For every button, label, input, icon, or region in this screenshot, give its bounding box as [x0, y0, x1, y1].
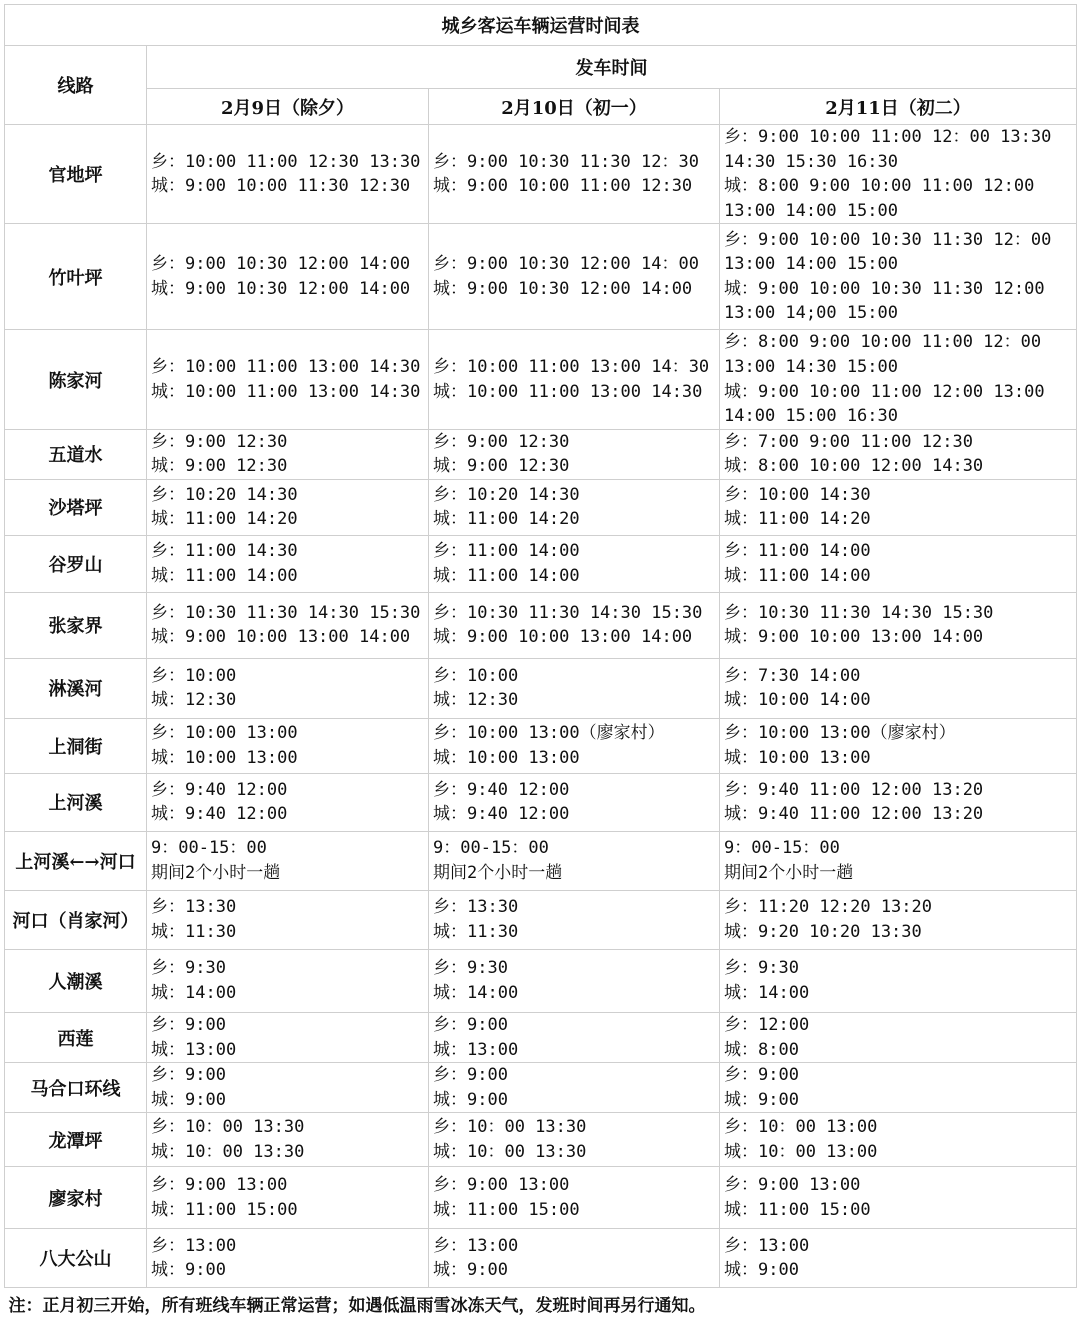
table-row — [5, 1012, 1077, 1062]
day-2-times — [429, 831, 720, 890]
time-line: 乡：10:20 14:30 — [151, 484, 298, 505]
time-line: 城：8:00 10:00 12:00 14:30 — [724, 456, 984, 477]
time-line: 城：10:00 14:00 — [724, 690, 871, 711]
time-line: 乡：9:00 12:30 — [151, 431, 288, 452]
table-row — [5, 890, 1077, 949]
route-name: 河口（肖家河） — [5, 890, 147, 949]
time-line: 城：9:00 10:00 11:00 12:00 13:00 — [724, 381, 1045, 402]
time-line: 城：11:00 15:00 — [724, 1199, 871, 1220]
day-3-times — [720, 718, 1077, 773]
table-row — [5, 949, 1077, 1012]
time-line: 乡：10:00 — [433, 665, 519, 686]
time-line: 城：9:00 10:00 11:00 12:30 — [433, 176, 693, 197]
time-line: 城：9:00 10:00 11:30 12:30 — [151, 176, 411, 197]
day-3-times — [720, 224, 1077, 330]
day-2-times — [429, 1167, 720, 1229]
time-line: 城：9:00 — [151, 1260, 226, 1281]
time-line: 城：8:00 9:00 10:00 11:00 12:00 — [724, 176, 1035, 197]
time-line: 乡：13:00 — [433, 1235, 519, 1256]
time-line: 乡：13:30 — [151, 897, 237, 918]
route-name: 西莲 — [5, 1012, 147, 1062]
time-line: 乡：11:00 14:00 — [724, 541, 871, 562]
time-line: 乡：9:30 — [433, 958, 508, 979]
time-line: 城：11:00 14:00 — [151, 565, 298, 586]
route-name: 淋溪河 — [5, 658, 147, 718]
time-line: 期间2个小时一趟 — [151, 862, 281, 883]
time-line: 城：10：00 13:30 — [433, 1141, 587, 1162]
time-line: 乡：10：00 13:30 — [151, 1117, 305, 1138]
day-3-times — [720, 330, 1077, 429]
time-line: 城：8:00 — [724, 1039, 799, 1060]
time-line: 城：9:00 — [151, 1089, 226, 1110]
day-2-times — [429, 125, 720, 224]
time-line: 乡：10:30 11:30 14:30 15:30 — [433, 602, 703, 623]
time-line: 9：00-15：00 — [724, 838, 840, 859]
time-line: 乡：10:30 11:30 14:30 15:30 — [724, 602, 994, 623]
time-line: 14:30 15:30 16:30 — [724, 151, 898, 172]
day-1-times — [147, 831, 429, 890]
schedule-table — [4, 4, 1077, 1318]
time-line: 乡：10:00 13:00（廖家村） — [433, 723, 665, 744]
time-line: 城：13:00 — [433, 1039, 519, 1060]
time-line: 乡：9:00 13:00 — [433, 1175, 570, 1196]
table-row — [5, 125, 1077, 224]
time-line: 城：9:40 12:00 — [433, 804, 570, 825]
day-3-times — [720, 429, 1077, 479]
day-2-times — [429, 773, 720, 831]
time-line: 城：14:00 — [151, 982, 237, 1003]
time-line: 期间2个小时一趟 — [724, 862, 854, 883]
day-2-times — [429, 1063, 720, 1113]
route-name: 人潮溪 — [5, 949, 147, 1012]
time-line: 城：9:00 10:00 13:00 14:00 — [724, 627, 984, 648]
day-3-times — [720, 773, 1077, 831]
day-1-times — [147, 125, 429, 224]
day-1-times — [147, 1113, 429, 1167]
route-header: 线路 — [5, 46, 147, 125]
time-line: 乡：9:00 — [433, 1065, 508, 1086]
time-line: 乡：9:00 10:30 11:30 12：30 — [433, 151, 699, 172]
table-row — [5, 773, 1077, 831]
day-1-times — [147, 535, 429, 592]
route-name: 上河溪←→河口 — [5, 831, 147, 890]
time-line: 13:00 14:30 15:00 — [724, 356, 898, 377]
day-3-times — [720, 1229, 1077, 1288]
time-line: 乡：9:00 13:00 — [151, 1175, 288, 1196]
day-3-times — [720, 125, 1077, 224]
time-line: 乡：12:00 — [724, 1014, 810, 1035]
time-line: 城：9:00 12:30 — [433, 456, 570, 477]
day-3-times — [720, 831, 1077, 890]
time-line: 乡：10：00 13:00 — [724, 1117, 878, 1138]
day-1-times — [147, 479, 429, 535]
time-line: 乡：10:00 — [151, 665, 237, 686]
time-line: 乡：9:30 — [151, 958, 226, 979]
time-line: 乡：10:00 11:00 13:00 14:30 — [151, 356, 421, 377]
date-header-2: 2月10日（初一） — [429, 89, 720, 125]
day-3-times — [720, 1063, 1077, 1113]
table-row — [5, 1229, 1077, 1288]
time-line: 城：9:00 — [724, 1089, 799, 1110]
time-line: 乡：10:00 11:00 12:30 13:30 — [151, 151, 421, 172]
time-line: 乡：10:00 13:00 — [151, 723, 298, 744]
time-line: 乡：9:40 12:00 — [433, 779, 570, 800]
time-line: 城：10:00 11:00 13:00 14:30 — [433, 381, 703, 402]
route-name: 官地坪 — [5, 125, 147, 224]
day-2-times — [429, 718, 720, 773]
route-name: 龙潭坪 — [5, 1113, 147, 1167]
time-line: 乡：13:30 — [433, 897, 519, 918]
time-line: 城：13:00 — [151, 1039, 237, 1060]
note-row — [5, 1288, 1077, 1319]
time-line: 城：9:20 10:20 13:30 — [724, 921, 922, 942]
time-line: 城：11:00 14:20 — [724, 509, 871, 530]
time-line: 乡：9:00 10:30 12:00 14：00 — [433, 254, 699, 275]
table-row — [5, 1113, 1077, 1167]
header-row-2 — [5, 89, 1077, 125]
day-3-times — [720, 592, 1077, 658]
time-line: 乡：10:00 14:30 — [724, 484, 871, 505]
time-line: 乡：9:00 — [724, 1065, 799, 1086]
time-line: 乡：9:40 11:00 12:00 13:20 — [724, 779, 984, 800]
day-1-times — [147, 773, 429, 831]
time-line: 乡：10：00 13:30 — [433, 1117, 587, 1138]
route-name: 上河溪 — [5, 773, 147, 831]
time-line: 城：9:00 10:00 13:00 14:00 — [151, 627, 411, 648]
time-line: 乡：10:20 14:30 — [433, 484, 580, 505]
day-2-times — [429, 429, 720, 479]
day-1-times — [147, 718, 429, 773]
time-line: 城：12:30 — [433, 690, 519, 711]
time-line: 乡：10:00 13:00（廖家村） — [724, 723, 956, 744]
route-name: 竹叶坪 — [5, 224, 147, 330]
time-line: 乡：9:00 10:00 11:00 12：00 13:30 — [724, 127, 1052, 147]
time-line: 城：11:00 14:00 — [433, 565, 580, 586]
table-row — [5, 429, 1077, 479]
table-row — [5, 592, 1077, 658]
route-name: 沙塔坪 — [5, 479, 147, 535]
time-line: 城：9:40 11:00 12:00 13:20 — [724, 804, 984, 825]
time-line: 乡：8:00 9:00 10:00 11:00 12：00 — [724, 332, 1042, 353]
day-2-times — [429, 890, 720, 949]
time-line: 乡：13:00 — [151, 1235, 237, 1256]
day-2-times — [429, 224, 720, 330]
time-line: 乡：13:00 — [724, 1235, 810, 1256]
time-line: 城：9:00 10:30 12:00 14:00 — [151, 278, 411, 299]
time-line: 城：9:00 — [433, 1089, 508, 1110]
table-row — [5, 224, 1077, 330]
time-line: 城：14:00 — [433, 982, 519, 1003]
route-name: 廖家村 — [5, 1167, 147, 1229]
day-1-times — [147, 1167, 429, 1229]
day-1-times — [147, 1063, 429, 1113]
time-line: 城：12:30 — [151, 690, 237, 711]
time-line: 乡：10:00 11:00 13:00 14：30 — [433, 356, 710, 377]
time-line: 城：9:00 — [724, 1260, 799, 1281]
route-name: 张家界 — [5, 592, 147, 658]
route-name: 陈家河 — [5, 330, 147, 429]
day-2-times — [429, 479, 720, 535]
route-name: 谷罗山 — [5, 535, 147, 592]
time-line: 13:00 14;00 15:00 — [724, 303, 898, 324]
day-1-times — [147, 429, 429, 479]
day-1-times — [147, 890, 429, 949]
day-2-times — [429, 1229, 720, 1288]
table-row — [5, 831, 1077, 890]
table-row — [5, 330, 1077, 429]
time-line: 13:00 14:00 15:00 — [724, 254, 898, 275]
route-name: 八大公山 — [5, 1229, 147, 1288]
table-row — [5, 718, 1077, 773]
time-line: 城：11:30 — [433, 921, 519, 942]
time-line: 乡：9:00 10:30 12:00 14:00 — [151, 254, 411, 275]
time-line: 城：9:00 — [433, 1260, 508, 1281]
time-line: 乡：11:20 12:20 13:20 — [724, 897, 932, 918]
time-line: 乡：9:30 — [724, 958, 799, 979]
time-line: 城：11:00 14:20 — [151, 509, 298, 530]
time-line: 城：10:00 11:00 13:00 14:30 — [151, 381, 421, 402]
time-line: 城：9:00 12:30 — [151, 456, 288, 477]
day-3-times — [720, 658, 1077, 718]
depart-time-header: 发车时间 — [147, 46, 1077, 89]
route-name: 五道水 — [5, 429, 147, 479]
time-line: 乡：10:30 11:30 14:30 15:30 — [151, 602, 421, 623]
day-1-times — [147, 1012, 429, 1062]
day-1-times — [147, 592, 429, 658]
time-line: 城：9:00 10:00 10:30 11:30 12:00 — [724, 278, 1045, 299]
time-line: 城：14:00 — [724, 982, 810, 1003]
day-1-times — [147, 330, 429, 429]
day-1-times — [147, 224, 429, 330]
schedule-body — [5, 5, 1077, 1319]
date-header-1: 2月9日（除夕） — [147, 89, 429, 125]
day-2-times — [429, 1012, 720, 1062]
day-3-times — [720, 1113, 1077, 1167]
time-line: 城：11:00 14:20 — [433, 509, 580, 530]
time-line: 9：00-15：00 — [151, 838, 267, 859]
footnote: 注：正月初三开始，所有班线车辆正常运营；如遇低温雨雪冰冻天气，发班时间再另行通知。 — [8, 1295, 706, 1316]
time-line: 乡：9:00 — [433, 1014, 508, 1035]
title-row — [5, 5, 1077, 46]
time-line: 乡：9:00 10:00 10:30 11:30 12：00 — [724, 229, 1052, 250]
time-line: 9：00-15：00 — [433, 838, 549, 859]
time-line: 13:00 14:00 15:00 — [724, 200, 898, 221]
date-header-3: 2月11日（初二） — [720, 89, 1077, 125]
day-3-times — [720, 949, 1077, 1012]
time-line: 期间2个小时一趟 — [433, 862, 563, 883]
time-line: 城：9:00 10:00 13:00 14:00 — [433, 627, 693, 648]
day-3-times — [720, 1012, 1077, 1062]
time-line: 城：11:30 — [151, 921, 237, 942]
day-1-times — [147, 949, 429, 1012]
table-row — [5, 479, 1077, 535]
day-3-times — [720, 1167, 1077, 1229]
time-line: 城：9:00 10:30 12:00 14:00 — [433, 278, 693, 299]
day-2-times — [429, 1113, 720, 1167]
day-3-times — [720, 479, 1077, 535]
time-line: 乡：7:00 9:00 11:00 12:30 — [724, 431, 973, 452]
time-line: 乡：11:00 14:30 — [151, 541, 298, 562]
time-line: 城：11:00 15:00 — [151, 1199, 298, 1220]
time-line: 城：10:00 13:00 — [724, 747, 871, 768]
time-line: 城：11:00 14:00 — [724, 565, 871, 586]
time-line: 乡：9:00 — [151, 1065, 226, 1086]
route-name: 马合口环线 — [5, 1063, 147, 1113]
day-2-times — [429, 658, 720, 718]
time-line: 城：10:00 13:00 — [151, 747, 298, 768]
route-name: 上洞街 — [5, 718, 147, 773]
header-row-1 — [5, 46, 1077, 89]
table-title: 城乡客运车辆运营时间表 — [5, 5, 1077, 46]
day-2-times — [429, 592, 720, 658]
table-row — [5, 535, 1077, 592]
time-line: 城：11:00 15:00 — [433, 1199, 580, 1220]
time-line: 乡：7:30 14:00 — [724, 665, 861, 686]
time-line: 乡：9:40 12:00 — [151, 779, 288, 800]
table-row — [5, 1167, 1077, 1229]
time-line: 城：10：00 13:00 — [724, 1141, 878, 1162]
day-2-times — [429, 949, 720, 1012]
day-2-times — [429, 535, 720, 592]
time-line: 乡：9:00 12:30 — [433, 431, 570, 452]
time-line: 城：9:40 12:00 — [151, 804, 288, 825]
day-1-times — [147, 658, 429, 718]
time-line: 乡：9:00 — [151, 1014, 226, 1035]
day-1-times — [147, 1229, 429, 1288]
table-row — [5, 658, 1077, 718]
day-3-times — [720, 890, 1077, 949]
day-2-times — [429, 330, 720, 429]
time-line: 14:00 15:00 16:30 — [724, 406, 898, 427]
day-3-times — [720, 535, 1077, 592]
time-line: 城：10：00 13:30 — [151, 1141, 305, 1162]
time-line: 城：10:00 13:00 — [433, 747, 580, 768]
time-line: 乡：9:00 13:00 — [724, 1175, 861, 1196]
table-row — [5, 1063, 1077, 1113]
time-line: 乡：11:00 14:00 — [433, 541, 580, 562]
